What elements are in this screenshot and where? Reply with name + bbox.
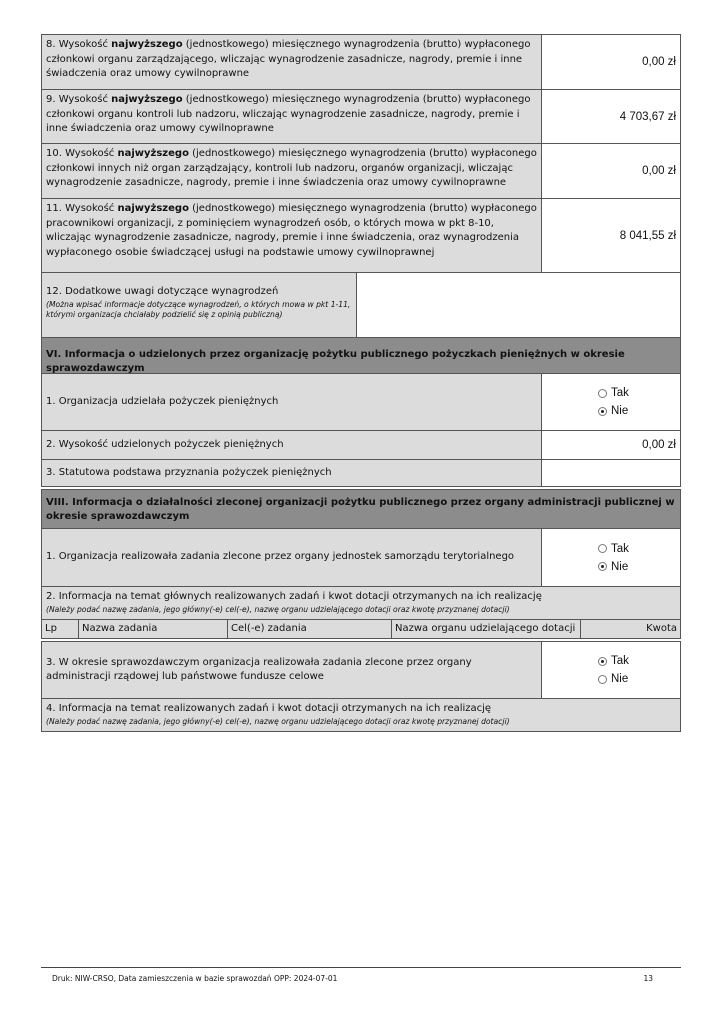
pay-question: 10. Wysokość najwyższego (jednostkowego) miesięcznego wynagrodzenia (brutto) wypłaconego członkowi innych niż organ zarządzający, kontroli lub nadzoru, organów organizacji, wliczając wynagrodzenie zasadnicze, nagrody, premie i inne świadczenia oraz umowy cywilnoprawne: [42, 144, 541, 198]
column-header-task-goal: Cel(-e) zadania: [227, 620, 391, 638]
loans-basis-value[interactable]: [541, 460, 680, 486]
loans-given-question: 1. Organizacja udzielała pożyczek pieniężnych: [42, 374, 541, 430]
pay-question: 9. Wysokość najwyższego (jednostkowego) miesięcznego wynagrodzenia (brutto) wypłaconego członkowi organu kontroli lub nadzoru, wliczając wynagrodzenie zasadnicze, nagrody, premie i inne świadczenia oraz umowy cywilnoprawne: [42, 90, 541, 143]
local-gov-radio-group: [541, 529, 680, 586]
radio-nie[interactable]: Nie: [598, 670, 628, 688]
remarks-note: (Można wpisać informacje dotyczące wynagrodzeń, o których mowa w pkt 1-11, którymi organizacja chciałaby podzielić się z opinią publiczną): [46, 299, 351, 319]
gov-admin-info-note: (Należy podać nazwę zadania, jego główny(-e) cel(-e), nazwę organu udzielającego dotacji oraz kwotę przyznanej dotacji): [46, 716, 510, 726]
local-gov-tasks-question: 1. Organizacja realizowała zadania zlecone przez organy jednostek samorządu terytorialnego: [42, 529, 541, 586]
pay-value: 8 041,55 zł: [541, 199, 680, 272]
column-header-amount: Kwota: [580, 620, 680, 638]
pay-question: 11. Wysokość najwyższego (jednostkowego) miesięcznego wynagrodzenia (brutto) wypłaconego pracownikowi organizacji, z pominięciem wynagrodzeń osób, o których mowa w pkt 8-10, wliczając wynagrodzenie zasadnicze, nagrody, premie i inne świadczenia, oraz wynagrodzenia wypłaconego osobie świadczącej usługi na podstawie umowy cywilnoprawnej: [42, 199, 541, 272]
section-vi-header: VI. Informacja o udzielonych przez organizację pożytku publicznego pożyczkach pieniężnych w okresie sprawozdawczym: [41, 338, 681, 374]
pay-row-11: [41, 199, 681, 273]
local-gov-info: 2. Informacja na temat głównych realizowanych zadań i kwot dotacji otrzymanych na ich realizację (Należy podać nazwę zadania, jego główny(-e) cel(-e), nazwę organu udzielającego dotacji oraz kwotę przyznanej dotacji): [42, 587, 680, 619]
pay-value: 0,00 zł: [541, 144, 680, 198]
loans-given-row: [41, 374, 681, 431]
gov-admin-tasks-question: 3. W okresie sprawozdawczym organizacja realizowała zadania zlecone przez organy administracji rządowej lub państwowe fundusze celowe: [42, 642, 541, 698]
column-header-task-name: Nazwa zadania: [78, 620, 227, 638]
footer-print-info: Druk: NIW-CRSO, Data zamieszczenia w bazie sprawozdań OPP: 2024-07-01: [52, 974, 338, 983]
pay-value: 0,00 zł: [541, 35, 680, 89]
gov-admin-tasks-row: [41, 641, 681, 699]
local-gov-info-row: [41, 587, 681, 620]
remarks-label: 12. Dodatkowe uwagi dotyczące wynagrodzeń (Można wpisać informacje dotyczące wynagrodzeń, o których mowa w pkt 1-11, którymi organizacja chciałaby podzielić się z opinią publiczną): [42, 273, 356, 337]
loans-amount-value: 0,00 zł: [541, 431, 680, 459]
pay-question: 8. Wysokość najwyższego (jednostkowego) miesięcznego wynagrodzenia (brutto) wypłaconego członkowi organu zarządzającego, wliczając wynagrodzenie zasadnicze, nagrody, premie i inne świadczenia oraz umowy cywilnoprawne: [42, 35, 541, 89]
radio-nie[interactable]: Nie: [598, 402, 628, 420]
local-gov-info-note: (Należy podać nazwę zadania, jego główny(-e) cel(-e), nazwę organu udzielającego dotacji oraz kwotę przyznanej dotacji): [46, 604, 510, 614]
radio-selected-icon: [598, 407, 607, 416]
pay-row-9: [41, 90, 681, 144]
radio-selected-icon: [598, 562, 607, 571]
loans-given-radio-group: [541, 374, 680, 430]
page-number: 13: [643, 974, 653, 983]
radio-selected-icon: [598, 657, 607, 666]
column-header-lp: Lp: [45, 623, 57, 634]
grants-table-header: [41, 620, 681, 639]
report-page: [41, 34, 681, 732]
radio-circle-icon: [598, 389, 607, 398]
local-gov-tasks-row: [41, 529, 681, 587]
radio-circle-icon: [598, 675, 607, 684]
remarks-field[interactable]: [356, 273, 680, 337]
radio-nie[interactable]: Nie: [598, 558, 628, 576]
radio-tak[interactable]: Tak: [598, 540, 629, 558]
gov-admin-info-row: [41, 699, 681, 732]
loans-basis-row: [41, 460, 681, 487]
section-viii-header: VIII. Informacja o działalności zleconej organizacji pożytku publicznego przez organy administracji publicznej w okresie sprawozdawczym: [41, 489, 681, 529]
gov-admin-info: 4. Informacja na temat realizowanych zadań i kwot dotacji otrzymanych na ich realizację (Należy podać nazwę zadania, jego główny(-e) cel(-e), nazwę organu udzielającego dotacji oraz kwotę przyznanej dotacji): [42, 699, 680, 731]
pay-value: 4 703,67 zł: [541, 90, 680, 143]
radio-tak[interactable]: Tak: [598, 652, 629, 670]
pay-row-8: [41, 34, 681, 90]
remarks-row: [41, 273, 681, 338]
radio-tak[interactable]: Tak: [598, 384, 629, 402]
radio-circle-icon: [598, 544, 607, 553]
column-header-grantor: Nazwa organu udzielającego dotacji: [391, 620, 580, 638]
page-footer: [41, 967, 681, 983]
loans-amount-question: 2. Wysokość udzielonych pożyczek pieniężnych: [42, 431, 541, 459]
loans-amount-row: [41, 431, 681, 460]
loans-basis-question: 3. Statutowa podstawa przyznania pożyczek pieniężnych: [42, 460, 541, 486]
gov-admin-radio-group: [541, 642, 680, 698]
pay-row-10: [41, 144, 681, 199]
